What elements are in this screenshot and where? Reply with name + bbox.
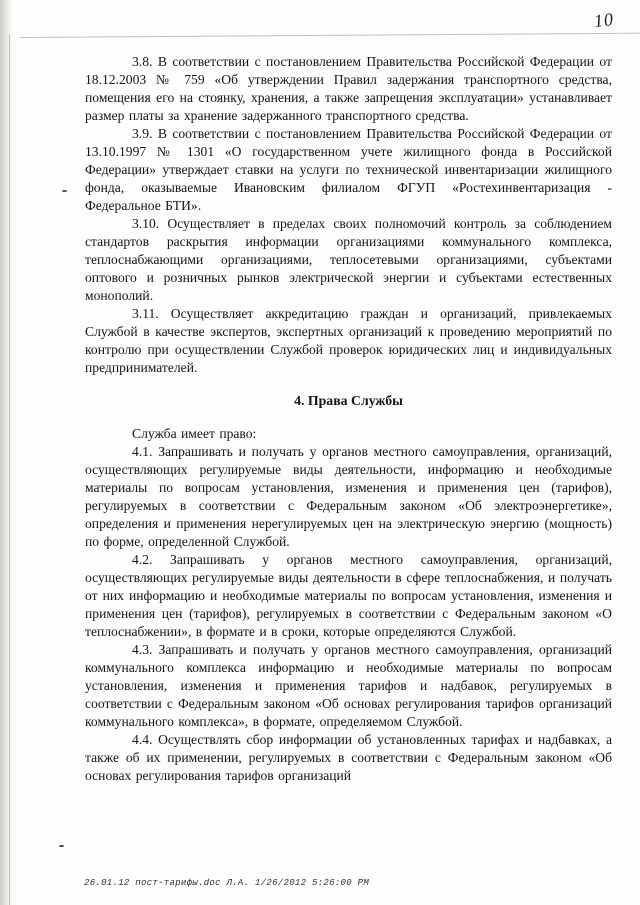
handwritten-page-number: 10 [592,8,616,32]
scan-speck [59,845,64,847]
scan-artifact-left-edge [9,34,10,905]
paragraph: 3.8. В соответствии с постановлением Правительства Российской Федерации от 18.12.2003 № 759 «Об утверждении Правил задержания транспортного средства, помещения его на стоянку, хранения, а также запрещения эксплуатации» устанавливает размер платы за хранение задержанного транспортного средства. [85,54,612,123]
section-heading: 4. Права Службы [294,393,403,408]
document-footer-filename: 26.01.12 пост-тарифы.doc Л.А. 1/26/2012 5:26:00 PM [84,878,370,888]
paragraph: 3.11. Осуществляет аккредитацию граждан и организаций, привлекаемых Службой в качестве экспертов, экспертных организаций к проведению мероприятий по контролю при осуществлении Службой проверок юридических лиц и индивидуальных предпринимателей. [85,306,612,375]
document-body [85,53,612,785]
paragraph: 4.4. Осуществлять сбор информации об установленных тарифах и надбавках, а также об их применении, регулируемых в соответствии с Федеральным законом «Об основах регулирования тарифов организаций [85,732,612,783]
scan-edge-shading [0,0,12,905]
scan-speck [62,190,67,192]
paragraph: 4.3. Запрашивать и получать у органов местного самоуправления, организаций коммунального комплекса информацию и необходимые материалы по вопросам установления, изменения и применения тарифов и надбавок, регулируемых в соответствии с Федеральным законом «Об основах регулирования тарифов организаций коммунального комплекса», в формате, определяемом Службой. [85,642,612,729]
paragraph: 4.2. Запрашивать у органов местного самоуправления, организаций, осуществляющих регулируемые виды деятельности в сфере теплоснабжения, и получать от них информацию и необходимые материалы по вопросам установления, изменения и применения цен (тарифов), регулируемых в соответствии с Федеральным законом «О теплоснабжении», в формате и в сроки, которые определяются Службой. [85,552,612,639]
paragraph: 3.9. В соответствии с постановлением Правительства Российской Федерации от 13.10.1997 № 1301 «О государственном учете жилищного фонда в Российской Федерации» утверждает ставки на услуги по технической инвентаризации жилищного фонда, оказываемые Ивановским филиалом ФГУП «Ростехинвентаризация - Федеральное БТИ». [85,126,612,213]
paragraph: 4.1. Запрашивать и получать у органов местного самоуправления, организаций, осуществляющих регулируемые виды деятельности, информацию и необходимые материалы по вопросам установления, изменения и применения цен (тарифов), регулируемых в соответствии с Федеральным законом «Об электроэнергетике», определения и применения нерегулируемых цен на электрическую энергию (мощность) по форме, определенной Службой. [85,444,612,549]
paragraph: Служба имеет право: [132,426,257,441]
paragraph: 3.10. Осуществляет в пределах своих полномочий контроль за соблюдением стандартов раскрытия информации организациями коммунального комплекса, теплоснабжающими организациями, теплосетевыми организациями, субъектами оптового и розничных рынков электрической энергии и субъектами естественных монополий. [85,216,612,303]
scan-artifact-top-edge [20,33,640,38]
